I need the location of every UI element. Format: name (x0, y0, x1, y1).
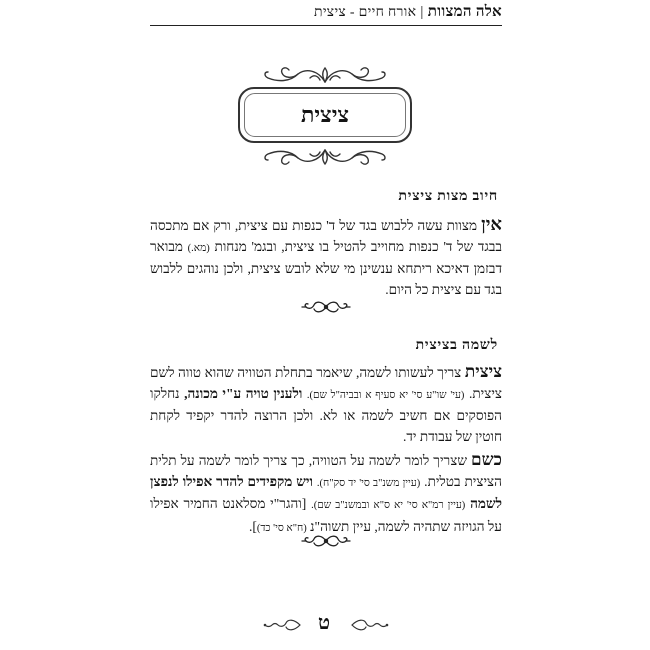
paragraph-text-continued: נחלקו הפוסקים אם חשיב לשמה או לא. ולכן הרוצה להדר יקפיד לקחת חוטין של עבודת יד. (150, 385, 502, 444)
running-header (150, 4, 502, 21)
paragraph-text-continued: [והגר"י מסלאנט החמיר אפילו על הגויזה שתהיה לשמה, עיין תשוה"נ (150, 496, 502, 534)
source-citation: (ח"א סי' כד) (256, 522, 307, 534)
top-flourish-icon (260, 64, 390, 86)
emphasized-text: ויש מקפידים להדר אפילו לנפצן לשמה (150, 473, 502, 511)
right-ornament-icon (350, 618, 390, 632)
lead-word: אין (481, 214, 502, 234)
paragraph (150, 362, 502, 447)
section-divider-icon (300, 533, 352, 549)
page-number: ט (317, 612, 335, 634)
left-ornament-icon (262, 618, 302, 632)
paragraph-text: צריך לעשותו לשמה, שיאמר בתחלת הטוויה שהוא טווה לשם ציצית. (150, 365, 502, 401)
paragraph-text-continued: מבואר דבזמן דאיכא ריתחא ענשינן מי שלא לובש ציצית, ולכן נוהגים ללבוש בגד עם ציצית כל היום. (150, 238, 502, 297)
paragraph-text: שצריך לומר לשמה על הטוויה, כך צריך לומר לשמה על תלית הציצית בטלית. (150, 453, 502, 489)
bottom-flourish-icon (260, 146, 390, 168)
paragraph-text: מצוות עשה ללבוש בגד של ד' כנפות עם ציצית, ורק אם מתכסה בבגד של ד' כנפות מחוייב להטיל בו ציצית, ובגמ' מנחות (150, 218, 502, 254)
paragraph (150, 450, 502, 539)
source-citation: (עי' שו"ע סי' יא סעיף א ובביה"ל שם). (306, 389, 465, 401)
chapter-title: ציצית (300, 102, 349, 127)
source-citation: (מא.) (187, 242, 210, 254)
lead-word: כשם (471, 450, 502, 469)
header-rule (150, 25, 502, 26)
header-divider: | (420, 4, 424, 20)
header-subtitle: אורח חיים - ציצית (314, 5, 417, 20)
page-number-group (262, 612, 390, 638)
section-heading: חיוב מצות ציצית (398, 189, 498, 204)
lead-word: ציצית (464, 362, 502, 381)
source-citation: (עיין רמ"א סי' יא ס"א ובמשנ"ב שם). (311, 500, 466, 511)
paragraph-text-end: ]. (248, 518, 257, 534)
section-heading: לשמה בציצית (415, 338, 498, 353)
paragraph (150, 214, 502, 300)
section-divider-icon (300, 299, 352, 315)
book-title: אלה המצוות (427, 4, 502, 20)
source-citation: (עיין משנ"ב סי' יד סק"ח). (316, 477, 421, 489)
emphasized-text: ולענין טויה ע"י מכונה, (184, 385, 303, 401)
title-ornament (232, 60, 424, 172)
